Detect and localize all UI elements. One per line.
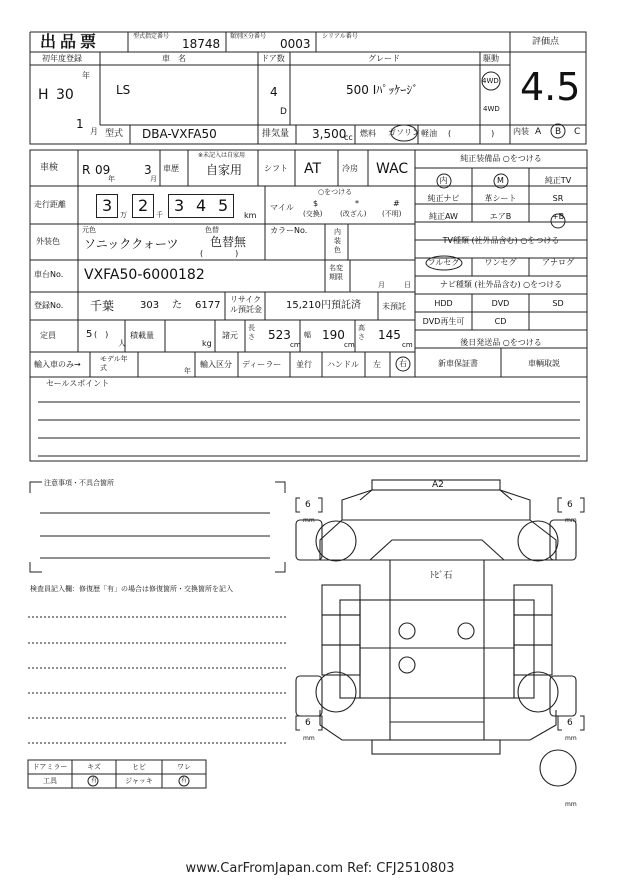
legend-door-mirror: ドアミラー: [32, 763, 68, 771]
grade-score: 4.5: [520, 65, 581, 109]
equip-row2-col3: SR: [552, 194, 564, 203]
later-manual: 車輌取説: [528, 359, 560, 368]
interior-label: 内装: [513, 127, 529, 136]
tv-analog: アナログ: [542, 258, 574, 267]
reg-number: 6177: [195, 300, 221, 311]
capacity-unit: 人: [118, 339, 126, 348]
serial-label: シリアル番号: [322, 33, 358, 40]
first-reg-label: 初年度登録: [42, 54, 82, 63]
name-change-label: 名変期限: [329, 264, 343, 281]
chassis-label: 車台No.: [34, 270, 64, 279]
shaken-label: 車検: [40, 163, 59, 173]
width-label: 幅: [304, 331, 311, 339]
height-label: 高さ: [358, 324, 365, 341]
car-name-label: 車 名: [162, 54, 186, 63]
tread-rear-left: 6: [305, 718, 311, 728]
dealer: ディーラー: [242, 360, 282, 369]
shaken-year-unit: 年: [108, 175, 115, 183]
legend-break: ワレ: [177, 763, 191, 771]
exterior-label: 外装色: [36, 237, 60, 246]
odometer-mark-label: ○をつける: [318, 188, 353, 196]
name-change-day: 日: [404, 281, 411, 289]
tv-fullseg: フルセグ: [427, 258, 460, 267]
mileage-man: 万: [120, 211, 127, 219]
tread-front-left-unit: mm: [303, 517, 315, 524]
displacement: 3,500: [312, 127, 347, 141]
capacity-paren: ( ): [94, 330, 109, 339]
mileage-digit-5: 5: [218, 196, 229, 215]
altered-sub: (改ざん): [340, 210, 367, 218]
handle-label: ハンドル: [327, 360, 359, 369]
first-reg-year: 30: [56, 87, 74, 103]
legend-tool-yes: 有: [90, 777, 97, 784]
recycle-not: 未預託: [382, 302, 406, 311]
unknown-sub: (不明): [382, 210, 402, 218]
car-name: LS: [116, 83, 131, 97]
first-reg-year-unit: 年: [82, 71, 90, 80]
color-paren: ( ): [200, 249, 239, 258]
parallel: 並行: [296, 360, 312, 369]
reg-area: 千葉: [90, 299, 115, 313]
tread-front-right: 6: [567, 500, 573, 510]
mileage-box-2: [132, 194, 154, 218]
chassis-number: VXFA50-6000182: [84, 267, 205, 283]
first-reg-month-unit: 月: [90, 127, 98, 136]
mileage-digit-3: 3: [174, 196, 185, 215]
capacity: 5: [86, 329, 93, 340]
import-class-label: 輸入区分: [200, 360, 232, 369]
category-value: 0003: [280, 37, 311, 51]
dims-label: 諸元: [222, 331, 238, 340]
height: 145: [378, 328, 401, 342]
caution-label: 注意事項・不具合箇所: [44, 479, 114, 487]
usage: 自家用: [206, 163, 243, 177]
reg-label: 登録No.: [34, 301, 64, 310]
model-designation-label: 型式指定番号: [133, 33, 170, 40]
equip-row1-col3: 純正TV: [544, 176, 572, 185]
handle-left: 左: [373, 360, 381, 369]
model-year-unit: 年: [184, 367, 191, 375]
exchange-label: $: [313, 199, 319, 208]
legend-scratch: キズ: [87, 763, 101, 771]
unknown-label: #: [393, 199, 400, 208]
mileage-digit-4: 4: [196, 196, 207, 215]
navi-dvd-play: DVD再生可: [422, 317, 465, 326]
tread-rear-left-unit: mm: [303, 735, 315, 742]
score-label: 評価点: [532, 37, 560, 47]
mileage-box-1: [96, 194, 118, 218]
interior-b: B: [555, 127, 562, 137]
diesel-label: 軽油: [421, 129, 437, 138]
recycle-label: リサイクル預託金: [230, 295, 262, 314]
shaken-month: 3: [144, 163, 152, 177]
grade-value: 500 Iﾊﾟｯｹｰｼﾞ: [346, 83, 419, 97]
mileage-box-3: [168, 194, 234, 218]
mileage-sen: 千: [156, 211, 163, 219]
load-unit: kg: [202, 339, 212, 348]
interior-c: C: [574, 127, 581, 137]
mile-label: マイル: [270, 203, 294, 212]
shift-label: シフト: [264, 164, 288, 173]
original-color-label: 元色: [82, 226, 96, 234]
height-unit: cm: [402, 341, 413, 349]
diagram-center-mark: ﾄﾋﾞ石: [430, 571, 453, 581]
equip-row1-col1: 内: [439, 176, 448, 185]
tread-front-left: 6: [305, 500, 311, 510]
ac-label: 冷房: [342, 164, 358, 173]
navi-hdd: HDD: [434, 299, 453, 308]
recycle-amount: 15,210円預託済: [286, 300, 361, 311]
drive-label: 駆動: [483, 54, 499, 63]
drive-4wd: 4WD: [483, 105, 500, 113]
later-warranty: 新車保証書: [438, 359, 478, 368]
equip-row2-col1: 純正ナビ: [427, 194, 460, 203]
shaken-era: R: [82, 163, 91, 177]
inspector-label: 検査員記入欄：修復歴「有」の場合は修復箇所・交換箇所を記入: [30, 585, 233, 593]
handle-right: 右: [399, 359, 407, 368]
grade-label: グレード: [368, 54, 400, 63]
width-unit: cm: [344, 341, 355, 349]
reg-class: 303: [140, 300, 160, 311]
model-year-label: モデル年式: [100, 355, 128, 372]
tread-front-right-unit: mm: [565, 517, 577, 524]
interior-color-label: 内装色: [334, 228, 341, 254]
fuel-value: ガソリン: [388, 128, 420, 137]
color-no-label: カラーNo.: [270, 226, 308, 235]
tread-rear-right-unit: mm: [565, 735, 577, 742]
first-reg-month: 1: [76, 117, 84, 131]
import-label: 輸入車のみ→: [34, 360, 81, 369]
usage-label: 車歴: [163, 164, 179, 173]
navi-title: ナビ種類 (社外品含む) ○をつける: [439, 280, 563, 289]
doors: 4: [270, 85, 278, 99]
name-change-month: 月: [378, 281, 385, 289]
length-label: 長さ: [248, 324, 255, 341]
color-change: 色替無: [210, 235, 247, 249]
altered-label: *: [355, 199, 359, 208]
genuine-title: 純正装備品 ○をつける: [460, 154, 542, 163]
model-type: DBA-VXFA50: [142, 127, 217, 141]
displacement-label: 排気量: [262, 129, 290, 139]
exchange-sub: (交換): [303, 210, 323, 218]
equip-row1-col2: M: [497, 176, 504, 185]
exterior-color: ソニッククォーツ: [84, 237, 179, 251]
car-diagram: [296, 480, 576, 786]
door-label: ドア数: [261, 54, 285, 63]
footer-watermark: www.CarFromJapan.com Ref: CFJ2510803: [185, 861, 455, 876]
navi-sd: SD: [552, 299, 564, 308]
model-designation-value: 18748: [182, 37, 221, 51]
later-title: 後日発送品 ○をつける: [460, 338, 542, 347]
shaken-year: 09: [95, 163, 111, 177]
tv-oneseg: ワンセグ: [484, 258, 517, 267]
displacement-unit: cc: [344, 133, 353, 142]
sheet-title: 出品票: [40, 32, 101, 51]
load-label: 積載量: [130, 331, 154, 340]
legend-crack: ヒビ: [132, 763, 146, 771]
reg-kana: た: [172, 300, 182, 311]
tread-spare-unit: mm: [565, 801, 577, 808]
tv-title: TV種類 (社外品含む) ○をつける: [442, 236, 560, 245]
mileage-unit: km: [244, 211, 257, 220]
mileage-digit-2: 2: [138, 196, 149, 215]
usage-note: ※未記入は自家用: [198, 152, 246, 159]
equip-row2-col2: 革シート: [484, 194, 517, 203]
ac: WAC: [376, 161, 409, 177]
navi-cd: CD: [494, 317, 507, 326]
sales-point-label: セールスポイント: [46, 379, 110, 388]
first-reg-era: H: [38, 87, 49, 103]
legend-tool: 工具: [43, 777, 57, 785]
fuel-label: 燃料: [360, 129, 376, 138]
model-type-label: 型式: [105, 129, 124, 139]
diagram-top-mark: A2: [432, 480, 444, 490]
diesel-value: ( ): [448, 129, 495, 138]
category-label: 類別区分番号: [230, 33, 267, 40]
mileage-digit-1: 3: [102, 196, 113, 215]
legend-jack-yes: 有: [180, 777, 187, 784]
width: 190: [322, 328, 345, 342]
color-change-label: 色替: [205, 226, 219, 234]
interior-a: A: [535, 127, 542, 137]
door-type: D: [280, 107, 287, 117]
equip-row3-col2: エアB: [489, 212, 512, 221]
length-unit: cm: [290, 341, 301, 349]
equip-row3-col3: +B: [551, 212, 565, 221]
equip-row3-col1: 純正AW: [429, 212, 458, 221]
drive-4wd-circled: 4WD: [482, 77, 499, 85]
mileage-label: 走行距離: [34, 200, 66, 209]
shift: AT: [304, 161, 322, 177]
capacity-label: 定員: [40, 331, 56, 340]
length: 523: [268, 328, 291, 342]
navi-dvd: DVD: [491, 299, 510, 308]
legend-jack: ジャッキ: [125, 777, 153, 785]
shaken-month-unit: 月: [150, 175, 157, 183]
tread-rear-right: 6: [567, 718, 573, 728]
